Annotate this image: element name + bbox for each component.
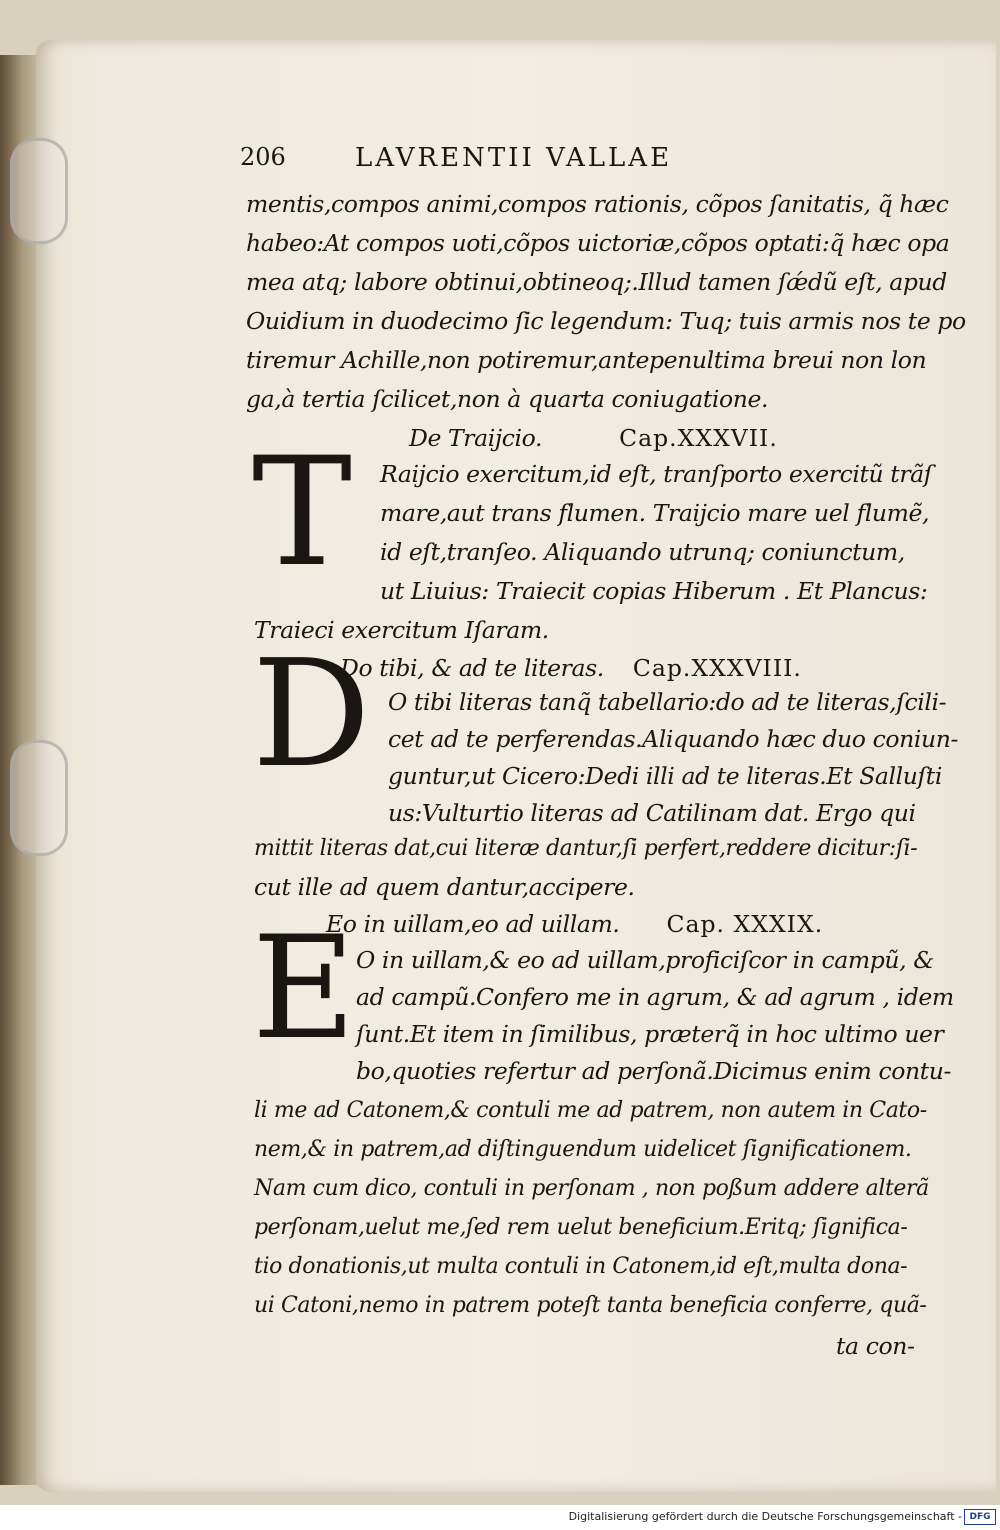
page-header: [240, 143, 673, 173]
text-line: Traieci exercitum Iſaram.: [254, 616, 549, 644]
section-title: De Traijcio.: [409, 424, 543, 452]
text-line: li me ad Catonem,& contuli me ad patrem, non autem in Cato-: [254, 1098, 927, 1123]
text-line: id eſt,tranſeo. Aliquando utrunq; coniunctum,: [380, 538, 905, 566]
text-line: mentis,compos animi,compos rationis, cõpos ſanitatis, q̃ hæc: [246, 190, 949, 218]
text-line: O tibi literas tanq̃ tabellario:do ad te literas,ſcili-: [388, 688, 947, 716]
text-line: tiremur Achille,non potiremur,antepenultima breui non lon: [246, 346, 927, 374]
text-line: O in uillam,& eo ad uillam,proficiſcor in campũ, &: [356, 946, 934, 974]
text-line: tio donationis,ut multa contuli in Catonem,id eſt,multa dona-: [254, 1254, 908, 1279]
text-line: ſunt.Et item in ſimilibus, præterq̃ in hoc ultimo uer: [356, 1020, 944, 1048]
chapter-number: Cap. XXXIX.: [666, 910, 824, 938]
chapter-number: Cap.XXXVIII.: [632, 654, 802, 682]
text-line: ga,à tertia ſcilicet,non à quarta coniugatione.: [246, 385, 769, 413]
text-line: nem,& in patrem,ad diſtinguendum uidelicet ſignificationem.: [254, 1137, 912, 1162]
section-heading: [326, 910, 823, 938]
text-line: habeo:At compos uoti,cõpos uictoriæ,cõpos optati:q̃ hæc opa: [246, 229, 950, 257]
text-line: cut ille ad quem dantur,accipere.: [254, 873, 635, 901]
catchword: ta con-: [836, 1332, 915, 1360]
section-title: Eo in uillam,eo ad uillam.: [326, 910, 620, 938]
section-title: Do tibi, & ad te literas.: [340, 654, 604, 682]
text-line: Ouidium in duodecimo ſic legendum: Tuq; tuis armis nos te po: [246, 307, 966, 335]
text-line: mittit literas dat,cui literæ dantur,ſi perfert,reddere dicitur:ſi-: [254, 836, 918, 861]
text-line: ut Liuius: Traiecit copias Hiberum . Et Plancus:: [380, 577, 928, 605]
digitization-credit: Digitalisierung gefördert durch die Deutsche Forschungsgemeinschaft -: [568, 1510, 962, 1523]
text-line: us:Vulturtio literas ad Catilinam dat. Ergo qui: [388, 799, 916, 827]
dfg-logo: DFG: [964, 1509, 996, 1525]
drop-cap: E: [252, 906, 356, 1071]
text-line: perſonam,uelut me,ſed rem uelut beneficium.Eritq; ſignifica-: [254, 1215, 908, 1240]
running-head: LAVRENTII VALLAE: [355, 143, 673, 173]
text-line: cet ad te perferendas.Aliquando hæc duo coniun-: [388, 725, 958, 753]
text-line: Raijcio exercitum,id eſt, tranſporto exercitũ trãſ: [380, 460, 933, 488]
section-heading: [409, 424, 778, 452]
text-line: guntur,ut Cicero:Dedi illi ad te literas.Et Salluſti: [388, 762, 942, 790]
text-line: mare,aut trans flumen. Traijcio mare uel flumẽ,: [380, 499, 930, 527]
chapter-number: Cap.XXXVII.: [619, 424, 778, 452]
page-clip-bottom: [10, 740, 68, 856]
text-line: bo,quoties refertur ad perſonã.Dicimus enim contu-: [356, 1057, 952, 1085]
text-line: ui Catoni,nemo in patrem poteſt tanta beneficia conferre, quã-: [254, 1293, 927, 1318]
section-heading: [340, 654, 802, 682]
text-line: mea atq; labore obtinui,obtineoq;.Illud tamen ſǽdũ eſt, apud: [246, 268, 947, 296]
page-clip-top: [10, 138, 68, 244]
page-number: 206: [240, 143, 286, 171]
text-line: Nam cum dico, contuli in perſonam , non poßum addere alterã: [254, 1176, 929, 1201]
drop-cap: T: [252, 426, 352, 600]
text-line: ad campũ.Confero me in agrum, & ad agrum , idem: [356, 983, 954, 1011]
drop-cap: D: [252, 628, 371, 800]
